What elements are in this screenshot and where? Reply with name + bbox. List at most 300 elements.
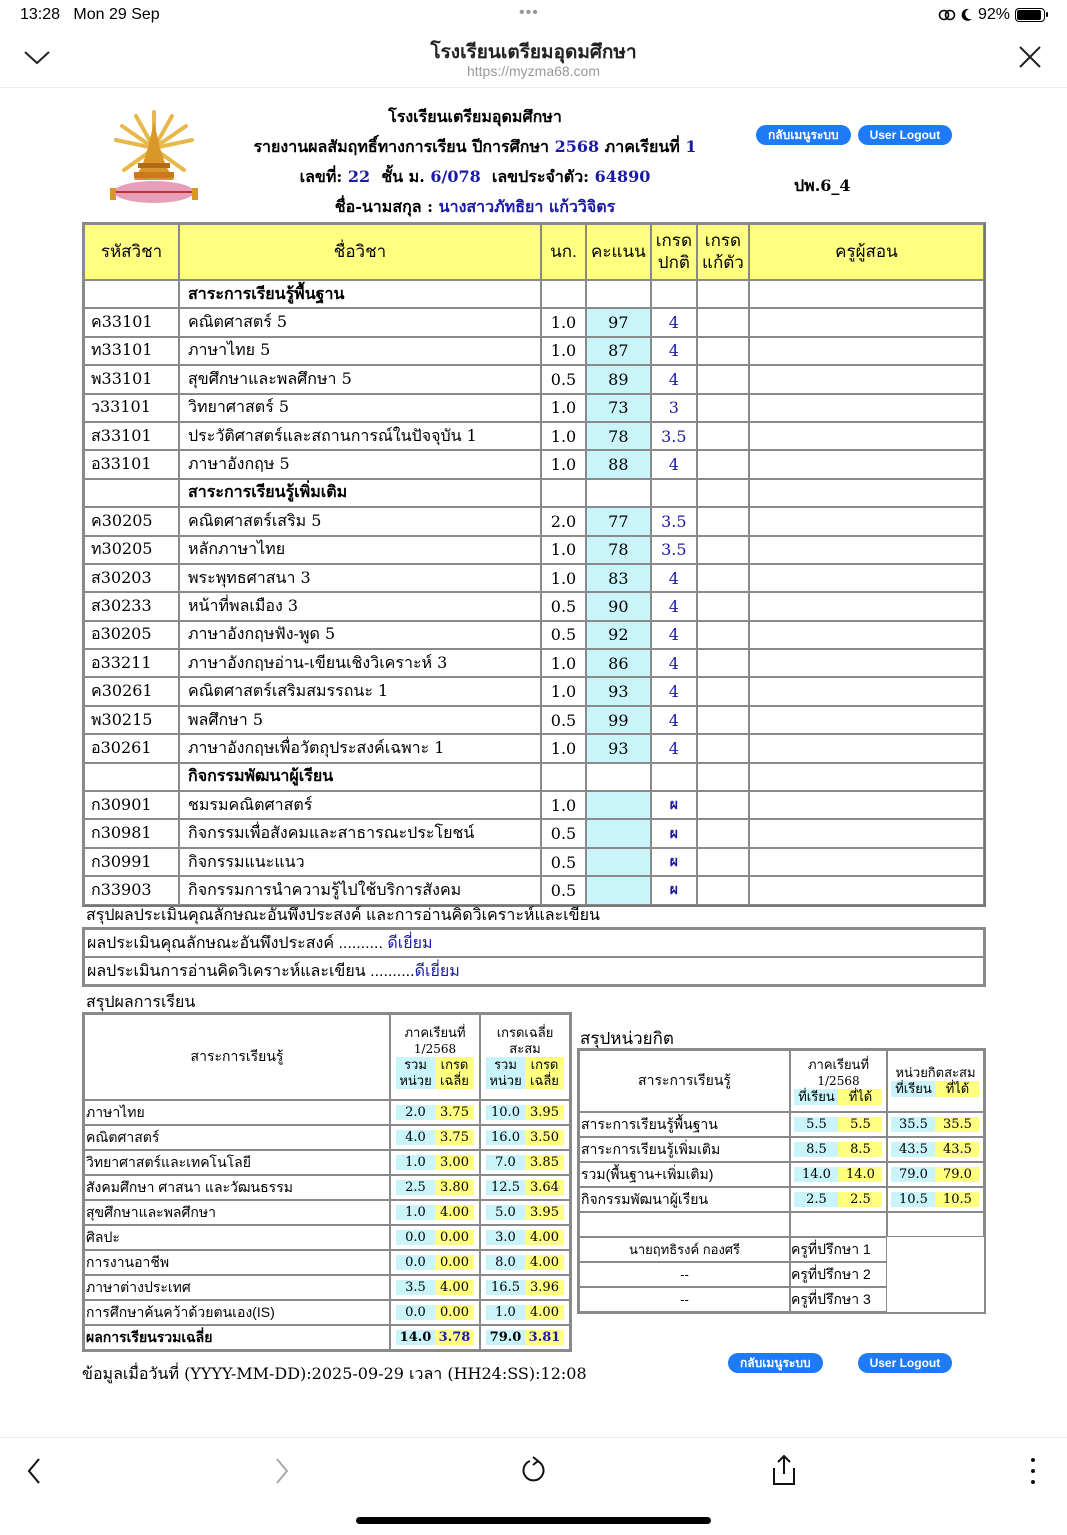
cum-units: 5.0: [486, 1205, 525, 1220]
characteristics-value: ดีเยี่ยม: [387, 934, 433, 952]
table-row: [84, 507, 984, 535]
subject-score: 97: [586, 308, 651, 336]
report-header: [240, 102, 710, 222]
characteristics-table: [82, 927, 986, 987]
characteristics-caption: สรุปผลประเมินคุณลักษณะอันพึงประสงค์ และการอ่านคิดวิเคราะห์และเขียน: [86, 907, 600, 924]
subject-teacher: [749, 507, 984, 535]
user-logout-button-bottom[interactable]: User Logout: [858, 1353, 953, 1373]
term-gpa: 3.00: [435, 1155, 474, 1170]
subject-score: [586, 848, 651, 876]
cum-taken: 79.0: [891, 1167, 935, 1182]
subject-score: 89: [586, 365, 651, 393]
subject-teacher: [749, 308, 984, 336]
subject-retake-grade: [697, 791, 749, 819]
summary-total-label: ผลการเรียนรวมเฉลี่ย: [84, 1325, 390, 1350]
credits-row: [579, 1162, 984, 1187]
subject-retake-grade: [697, 649, 749, 677]
subject-credit: 0.5: [541, 876, 586, 904]
term-taken: 8.5: [794, 1142, 838, 1157]
term-earned: 2.5: [838, 1192, 882, 1207]
reading-label: ผลประเมินการอ่านคิดวิเคราะห์และเขียน ..........: [87, 962, 415, 980]
table-row: [84, 450, 984, 478]
cum-gpa: 3.95: [525, 1105, 564, 1120]
table-row: [84, 791, 984, 819]
summary-term-header: ภาคเรียนที่ 1/2568 รวม หน่วย เกรด เฉลี่ย: [390, 1014, 480, 1100]
section-row: [84, 280, 984, 308]
section-title: สาระการเรียนรู้พื้นฐาน: [179, 280, 541, 308]
subject-grade: 4: [651, 734, 697, 762]
credits-row: [579, 1112, 984, 1137]
subject-credit: 1.0: [541, 649, 586, 677]
subject-score: 92: [586, 621, 651, 649]
subject-credit: 1.0: [541, 450, 586, 478]
subject-credit: 0.5: [541, 621, 586, 649]
table-row: [84, 422, 984, 450]
cum-units: 12.5: [486, 1180, 525, 1195]
subject-score: 78: [586, 422, 651, 450]
cum-units: 7.0: [486, 1155, 525, 1170]
summary-subject: การงานอาชีพ: [84, 1250, 390, 1275]
advisor-name: --: [579, 1287, 790, 1312]
term-units: 2.0: [396, 1105, 435, 1120]
term-total-units: 14.0: [396, 1330, 435, 1345]
subject-retake-grade: [697, 337, 749, 365]
section-title: สาระการเรียนรู้เพิ่มเติม: [179, 479, 541, 507]
cum-earned: 79.0: [935, 1167, 979, 1182]
credits-spacer-row: [579, 1212, 984, 1237]
subject-score: [586, 876, 651, 904]
subject-retake-grade: [697, 394, 749, 422]
table-row: [84, 308, 984, 336]
term-gpa: 0.00: [435, 1305, 474, 1320]
subject-retake-grade: [697, 592, 749, 620]
summary-row: [84, 1200, 570, 1225]
subject-score: 78: [586, 536, 651, 564]
table-row: [84, 876, 984, 904]
section-row: [84, 479, 984, 507]
subject-credit: 0.5: [541, 592, 586, 620]
cum-earned: 10.5: [935, 1192, 979, 1207]
cum-gpa: 3.50: [525, 1130, 564, 1145]
moon-icon: [961, 8, 973, 22]
subject-grade: 4: [651, 592, 697, 620]
user-logout-button[interactable]: User Logout: [858, 125, 953, 145]
school-name: โรงเรียนเตรียมอุดมศึกษา: [388, 107, 562, 126]
battery-percent: 92%: [977, 6, 1010, 23]
table-row: [84, 848, 984, 876]
browser-url[interactable]: https://myzma68.com: [466, 63, 601, 79]
bottom-button-group: [728, 1353, 952, 1373]
col-grade-normal: เกรด ปกติ: [651, 224, 697, 280]
subject-grade: 4: [651, 706, 697, 734]
summary-subject-header: สาระการเรียนรู้: [84, 1014, 390, 1100]
subject-name: พลศึกษา 5: [179, 706, 541, 734]
subject-code: ท33101: [84, 337, 179, 365]
back-to-menu-button-bottom[interactable]: กลับเมนูระบบ: [728, 1353, 823, 1373]
subject-code: อ33211: [84, 649, 179, 677]
characteristics-row: [84, 929, 984, 957]
subject-grade: ผ: [651, 876, 697, 904]
summary-caption: สรุปผลการเรียน: [86, 994, 196, 1011]
subject-grade: 4: [651, 450, 697, 478]
subject-grade: 3.5: [651, 422, 697, 450]
subject-teacher: [749, 848, 984, 876]
term-units: 0.0: [396, 1230, 435, 1245]
subject-grade: 4: [651, 337, 697, 365]
subject-retake-grade: [697, 706, 749, 734]
subject-retake-grade: [697, 876, 749, 904]
cum-earned: 35.5: [935, 1117, 979, 1132]
subject-name: ภาษาอังกฤษอ่าน-เขียนเชิงวิเคราะห์ 3: [179, 649, 541, 677]
subject-grade: 4: [651, 621, 697, 649]
section-title: กิจกรรมพัฒนาผู้เรียน: [179, 763, 541, 791]
summary-row: [84, 1275, 570, 1300]
table-row: [84, 677, 984, 705]
advisor-role: ครูที่ปรึกษา 1: [790, 1237, 887, 1262]
table-row: [84, 734, 984, 762]
subject-credit: 1.0: [541, 337, 586, 365]
cum-units: 10.0: [486, 1105, 525, 1120]
home-indicator[interactable]: [356, 1517, 711, 1524]
advisor-role: ครูที่ปรึกษา 2: [790, 1262, 887, 1287]
characteristics-label: ผลประเมินคุณลักษณะอันพึงประสงค์ ..........: [87, 934, 388, 952]
summary-table: [82, 1012, 572, 1352]
subject-credit: 1.0: [541, 564, 586, 592]
subject-name: ภาษาอังกฤษฟัง-พูด 5: [179, 621, 541, 649]
subject-retake-grade: [697, 848, 749, 876]
summary-subject: ศิลปะ: [84, 1225, 390, 1250]
share-icon[interactable]: [770, 1454, 798, 1486]
cum-total-units: 79.0: [486, 1330, 525, 1345]
summary-subject: วิทยาศาสตร์และเทคโนโลยี: [84, 1150, 390, 1175]
summary-row: [84, 1100, 570, 1125]
status-time: 13:28 Mon 29 Sep: [20, 6, 160, 23]
subject-retake-grade: [697, 536, 749, 564]
subject-teacher: [749, 394, 984, 422]
subject-code: อ33101: [84, 450, 179, 478]
subject-grade: 4: [651, 564, 697, 592]
subject-code: ก30981: [84, 819, 179, 847]
advisor-row: [579, 1237, 984, 1262]
subject-name: สุขศึกษาและพลศึกษา 5: [179, 365, 541, 393]
subject-name: คณิตศาสตร์เสริม 5: [179, 507, 541, 535]
summary-subject: สังคมศึกษา ศาสนา และวัฒนธรรม: [84, 1175, 390, 1200]
cum-gpa: 4.00: [525, 1305, 564, 1320]
summary-row: [84, 1150, 570, 1175]
col-code: รหัสวิชา: [84, 224, 179, 280]
credits-subject: สาระการเรียนรู้เพิ่มเติม: [579, 1137, 790, 1162]
term-taken: 14.0: [794, 1167, 838, 1182]
subject-grade: 4: [651, 308, 697, 336]
subject-teacher: [749, 536, 984, 564]
student-name: ชื่อ-นามสกุล : นางสาวภัทธิยา แก้ววิจิตร: [334, 197, 616, 216]
top-button-group: [756, 125, 952, 145]
summary-row: [84, 1175, 570, 1200]
subject-credit: 0.5: [541, 365, 586, 393]
subject-name: กิจกรรมเพื่อสังคมและสาธารณะประโยชน์: [179, 819, 541, 847]
subject-name: พระพุทธศาสนา 3: [179, 564, 541, 592]
col-credit: นก.: [541, 224, 586, 280]
credits-subject: สาระการเรียนรู้พื้นฐาน: [579, 1112, 790, 1137]
subject-grade: 3: [651, 394, 697, 422]
multitask-dots[interactable]: •••: [519, 4, 539, 21]
back-arrow-icon[interactable]: [24, 1456, 44, 1486]
term-taken: 5.5: [794, 1117, 838, 1132]
cum-gpa: 3.96: [525, 1280, 564, 1295]
table-row: [84, 564, 984, 592]
subject-credit: 2.0: [541, 507, 586, 535]
subject-credit: 1.0: [541, 394, 586, 422]
subject-code: ค30205: [84, 507, 179, 535]
credits-header: [579, 1050, 984, 1112]
cum-taken: 35.5: [891, 1117, 935, 1132]
subject-credit: 1.0: [541, 791, 586, 819]
subject-name: หน้าที่พลเมือง 3: [179, 592, 541, 620]
data-timestamp: ข้อมูลเมื่อวันที่ (YYYY-MM-DD):2025-09-29 เวลา (HH24:SS):12:08: [82, 1364, 587, 1383]
summary-cumulative-header: เกรดเฉลี่ย สะสม รวม หน่วย เกรด เฉลี่ย: [480, 1014, 570, 1100]
table-row: [84, 536, 984, 564]
subject-grade: 4: [651, 365, 697, 393]
subject-score: 77: [586, 507, 651, 535]
summary-row: [84, 1225, 570, 1250]
report-page: [0, 90, 1067, 1435]
subject-retake-grade: [697, 422, 749, 450]
subject-code: ค33101: [84, 308, 179, 336]
status-bar: [0, 0, 1067, 30]
more-options-icon[interactable]: [1028, 1456, 1038, 1486]
summary-header: [84, 1014, 570, 1100]
subject-score: 93: [586, 734, 651, 762]
subject-grade: ผ: [651, 791, 697, 819]
subject-name: หลักภาษาไทย: [179, 536, 541, 564]
subject-name: ชมรมคณิตศาสตร์: [179, 791, 541, 819]
term-units: 0.0: [396, 1255, 435, 1270]
subject-credit: 1.0: [541, 422, 586, 450]
subject-retake-grade: [697, 564, 749, 592]
subject-retake-grade: [697, 621, 749, 649]
subject-name: วิทยาศาสตร์ 5: [179, 394, 541, 422]
summary-subject: การศึกษาค้นคว้าด้วยตนเอง(IS): [84, 1300, 390, 1325]
table-row: [84, 621, 984, 649]
advisor-role: ครูที่ปรึกษา 3: [790, 1287, 887, 1312]
cum-units: 16.0: [486, 1130, 525, 1145]
link-icon: [938, 8, 956, 22]
subject-grade: ผ: [651, 848, 697, 876]
reading-row: [84, 957, 984, 985]
subject-retake-grade: [697, 365, 749, 393]
advisor-name: นายฤทธิรงค์ กองศรี: [579, 1237, 790, 1262]
subject-teacher: [749, 819, 984, 847]
cum-total-gpa: 3.81: [525, 1330, 564, 1345]
cum-earned: 43.5: [935, 1142, 979, 1157]
table-row: [84, 649, 984, 677]
subject-teacher: [749, 706, 984, 734]
subject-code: พ30215: [84, 706, 179, 734]
credits-subject: กิจกรรมพัฒนาผู้เรียน: [579, 1187, 790, 1212]
credits-table: [577, 1048, 986, 1314]
subject-code: พ33101: [84, 365, 179, 393]
subject-code: ส33101: [84, 422, 179, 450]
subject-grade: 3.5: [651, 507, 697, 535]
subject-teacher: [749, 450, 984, 478]
subject-score: 90: [586, 592, 651, 620]
subject-name: ภาษาอังกฤษเพื่อวัตถุประสงค์เฉพาะ 1: [179, 734, 541, 762]
subject-code: อ30261: [84, 734, 179, 762]
subject-code: ก30901: [84, 791, 179, 819]
cum-units: 3.0: [486, 1230, 525, 1245]
summary-row: [84, 1250, 570, 1275]
reading-value: ดีเยี่ยม: [414, 962, 460, 980]
subject-grade: 4: [651, 677, 697, 705]
subject-name: ภาษาไทย 5: [179, 337, 541, 365]
subject-code: ว33101: [84, 394, 179, 422]
cum-units: 16.5: [486, 1280, 525, 1295]
term-earned: 5.5: [838, 1117, 882, 1132]
close-icon[interactable]: [1017, 44, 1043, 70]
back-to-menu-button[interactable]: กลับเมนูระบบ: [756, 125, 851, 145]
cum-gpa: 4.00: [525, 1255, 564, 1270]
term-total-gpa: 3.78: [435, 1330, 474, 1345]
subject-score: [586, 791, 651, 819]
table-row: [84, 365, 984, 393]
credits-subject-header: สาระการเรียนรู้: [579, 1050, 790, 1112]
subject-name: ภาษาอังกฤษ 5: [179, 450, 541, 478]
subject-grade: ผ: [651, 819, 697, 847]
battery-icon: [1015, 8, 1045, 22]
table-row: [84, 592, 984, 620]
subject-teacher: [749, 592, 984, 620]
subject-teacher: [749, 621, 984, 649]
advisor-name: --: [579, 1262, 790, 1287]
subject-credit: 1.0: [541, 308, 586, 336]
subject-retake-grade: [697, 819, 749, 847]
term-units: 2.5: [396, 1180, 435, 1195]
subject-credit: 0.5: [541, 848, 586, 876]
summary-subject: สุขศึกษาและพลศึกษา: [84, 1200, 390, 1225]
summary-total-row: [84, 1325, 570, 1350]
table-row: [84, 394, 984, 422]
col-name: ชื่อวิชา: [179, 224, 541, 280]
subject-grade: 3.5: [651, 536, 697, 564]
term-gpa: 0.00: [435, 1255, 474, 1270]
subject-score: 83: [586, 564, 651, 592]
subject-score: [586, 819, 651, 847]
subject-code: ก30991: [84, 848, 179, 876]
subject-name: กิจกรรมการนำความรู้ไปใช้บริการสังคม: [179, 876, 541, 904]
subject-teacher: [749, 734, 984, 762]
cum-gpa: 3.64: [525, 1180, 564, 1195]
term-gpa: 4.00: [435, 1280, 474, 1295]
subject-score: 87: [586, 337, 651, 365]
table-row: [84, 819, 984, 847]
credits-row: [579, 1187, 984, 1212]
term-taken: 2.5: [794, 1192, 838, 1207]
subject-name: คณิตศาสตร์เสริมสมรรถนะ 1: [179, 677, 541, 705]
subject-score: 73: [586, 394, 651, 422]
subject-teacher: [749, 677, 984, 705]
browser-header: [0, 30, 1067, 88]
student-info: เลขที่: 22 ชั้น ม. 6/078 เลขประจำตัว: 64890: [299, 167, 651, 186]
subject-teacher: [749, 564, 984, 592]
subject-retake-grade: [697, 677, 749, 705]
cum-gpa: 3.95: [525, 1205, 564, 1220]
subject-retake-grade: [697, 450, 749, 478]
subject-score: 99: [586, 706, 651, 734]
reload-icon[interactable]: [519, 1454, 549, 1486]
cum-gpa: 3.85: [525, 1155, 564, 1170]
subject-teacher: [749, 337, 984, 365]
credits-row: [579, 1137, 984, 1162]
subject-credit: 1.0: [541, 677, 586, 705]
term-earned: 14.0: [838, 1167, 882, 1182]
subject-name: ประวัติศาสตร์และสถานการณ์ในปัจจุบัน 1: [179, 422, 541, 450]
grade-table-header: [84, 224, 984, 280]
cum-units: 8.0: [486, 1255, 525, 1270]
cum-taken: 43.5: [891, 1142, 935, 1157]
subject-retake-grade: [697, 308, 749, 336]
subject-grade: 4: [651, 649, 697, 677]
term-units: 3.5: [396, 1280, 435, 1295]
table-row: [84, 337, 984, 365]
col-teacher: ครูผู้สอน: [749, 224, 984, 280]
subject-score: 93: [586, 677, 651, 705]
subject-code: อ30205: [84, 621, 179, 649]
section-row: [84, 763, 984, 791]
subject-teacher: [749, 365, 984, 393]
subject-teacher: [749, 649, 984, 677]
cum-gpa: 4.00: [525, 1230, 564, 1245]
summary-row: [84, 1125, 570, 1150]
term-earned: 8.5: [838, 1142, 882, 1157]
subject-code: ส30203: [84, 564, 179, 592]
term-gpa: 3.75: [435, 1130, 474, 1145]
cum-units: 1.0: [486, 1305, 525, 1320]
school-logo: [108, 108, 200, 208]
subject-retake-grade: [697, 734, 749, 762]
subject-code: ค30261: [84, 677, 179, 705]
subject-score: 88: [586, 450, 651, 478]
browser-title: โรงเรียนเตรียมอุดมศึกษา: [430, 42, 637, 63]
term-units: 1.0: [396, 1155, 435, 1170]
summary-subject: ภาษาไทย: [84, 1100, 390, 1125]
subject-code: ส30233: [84, 592, 179, 620]
subject-teacher: [749, 422, 984, 450]
subject-score: 86: [586, 649, 651, 677]
cum-taken: 10.5: [891, 1192, 935, 1207]
subject-credit: 0.5: [541, 706, 586, 734]
report-title: รายงานผลสัมฤทธิ์ทางการเรียน ปีการศึกษา 2568 ภาคเรียนที่ 1: [253, 137, 697, 156]
col-grade-retake: เกรด แก้ตัว: [697, 224, 749, 280]
term-units: 4.0: [396, 1130, 435, 1145]
grade-table: [82, 222, 986, 907]
term-gpa: 3.75: [435, 1105, 474, 1120]
credits-caption: สรุปหน่วยกิต: [580, 1029, 674, 1048]
credits-subject: รวม(พื้นฐาน+เพิ่มเติม): [579, 1162, 790, 1187]
subject-credit: 1.0: [541, 536, 586, 564]
term-gpa: 4.00: [435, 1205, 474, 1220]
term-units: 1.0: [396, 1205, 435, 1220]
term-gpa: 0.00: [435, 1230, 474, 1245]
summary-row: [84, 1300, 570, 1325]
term-units: 0.0: [396, 1305, 435, 1320]
subject-credit: 1.0: [541, 734, 586, 762]
summary-subject: คณิตศาสตร์: [84, 1125, 390, 1150]
subject-code: ท30205: [84, 536, 179, 564]
credits-cumulative-header: หน่วยกิตสะสม ที่เรียน ที่ได้: [887, 1050, 984, 1112]
subject-code: ก33903: [84, 876, 179, 904]
forward-arrow-icon[interactable]: [272, 1456, 292, 1486]
subject-credit: 0.5: [541, 819, 586, 847]
